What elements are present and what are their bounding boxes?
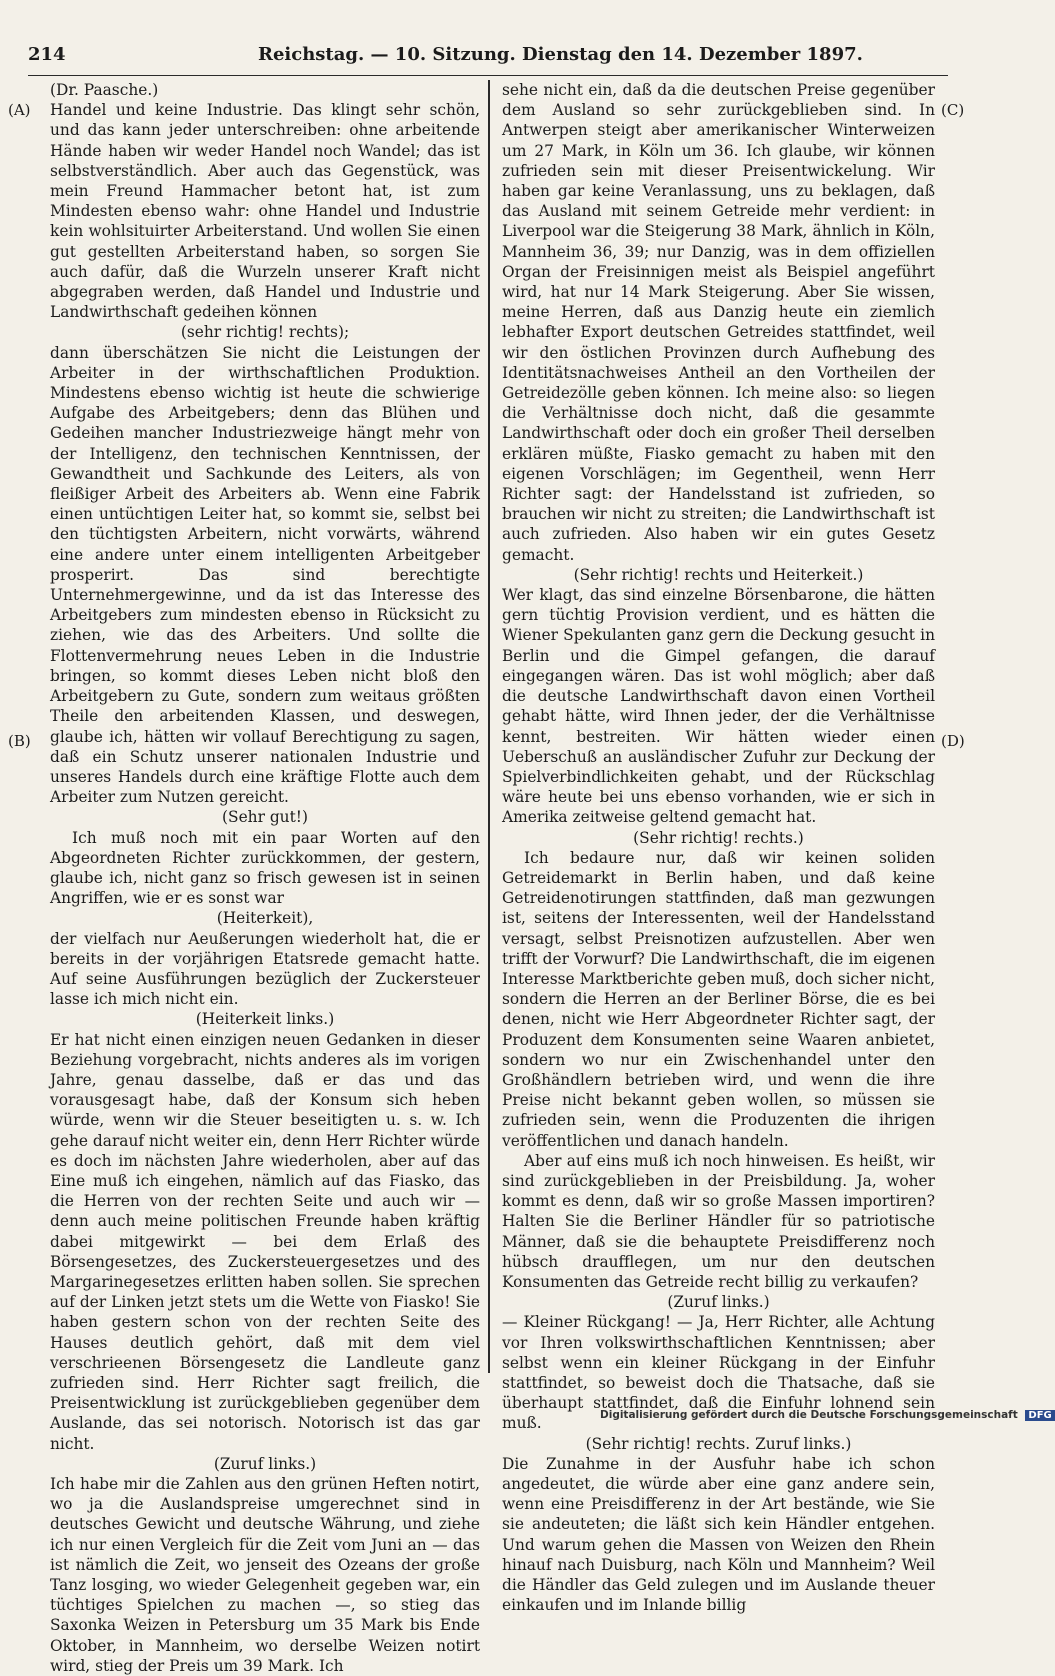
interjection: (Sehr richtig! rechts. Zuruf links.) [585, 1434, 852, 1453]
paragraph: der vielfach nur Aeußerungen wiederholt hat, die er bereits in der vorjährigen Etatsrede gemacht hatte. Auf seine Ausführungen bezüglich der Zuckersteuer lasse ich mich nicht ein. [50, 929, 480, 1009]
dfg-logo: DFG [1025, 1410, 1054, 1421]
paragraph: dann überschätzen Sie nicht die Leistungen der Arbeiter in der wirthschaftlichen Produktion. Mindestens ebenso wichtig ist heute die schwierige Aufgabe des Arbeitgebers; denn das Blühen und Gedeihen mancher Industriezweige hängt mehr von der Intelligenz, den technischen Kenntnissen, der Gewandtheit und Sachkunde des Leiters, als von fleißiger Arbeit des Arbeiters ab. Wenn eine Fabrik einen untüchtigen Leiter hat, so kommt sie, selbst bei den tüchtigsten Arbeitern, nicht vorwärts, während eine andere unter einem intelligenten Arbeitgeber prosperirt. Das sind berechtigte Unternehmergewinne, und da ist das Interesse des Arbeitgebers zum mindesten ebenso in Rücksicht zu ziehen, wie das des Arbeiters. Und sollte die Flottenvermehrung neues Leben in die Industrie bringen, so kommt dieses Leben nicht bloß den Arbeitgebern zu Gute, sondern zum weitaus größten Theile den arbeitenden Klassen, und deswegen, glaube ich, hätten wir vollauf Berechtigung zu sagen, daß ein Schutz unserer nationalen Industrie und unseres Handels durch eine kräftige Flotte auch dem Arbeiter zum Nutzen gereicht. [50, 343, 480, 807]
paragraph: Die Zunahme in der Ausfuhr habe ich schon angedeutet, die würde aber eine ganz andere sein, wenn eine Preisdifferenz in der Art bestände, wie Sie sie andeuteten; die läßt sich kein Händler entgehen. Und warum gehen die Massen von Weizen den Rhein hinauf nach Duisburg, nach Köln und Mannheim? Weil die Händler das Geld zulegen und im Auslande theuer einkaufen und im Inlande billig [502, 1454, 935, 1615]
paragraph: Ich bedaure nur, daß wir keinen soliden Getreidemarkt in Berlin haben, und daß keine Getreidenotirungen stattfinden, daß man gezwungen ist, seitens der Interessenten, weil der Handelsstand versagt, selbst Preisnotizen aufzustellen. Aber wen trifft der Vorwurf? Die Landwirthschaft, die im eigenen Interesse Marktberichte geben muß, doch sicher nicht, sondern die Herren an der Berliner Börse, die es bei denen, nicht wie Herr Abgeordneter Richter sagt, der Produzent dem Konsumenten seine Waaren anbietet, sondern wo nur ein Zwischenhandel unter den Großhändlern betrieben wird, und wenn die ihre Preise nicht bekannt geben wollen, so müssen sie zufrieden sein, wenn die Produzenten die ihrigen veröffentlichen und danach handeln. [502, 848, 935, 1150]
interjection: (Heiterkeit), [216, 909, 314, 928]
digitization-credit [600, 1409, 1052, 1421]
header-rule [28, 75, 948, 76]
column-divider [488, 80, 490, 1373]
interjection: (Zuruf links.) [213, 1454, 317, 1473]
interjection: (sehr richtig! rechts); [180, 323, 350, 342]
paragraph: Handel und keine Industrie. Das klingt sehr schön, und das kann jeder unterschreiben: ohne arbeitende Hände haben wir weder Handel noch Wandel; das ist selbstverständlich. Aber auch das Gegenstück, was mein Freund Hammacher betont hat, ist zum Mindesten ebenso wahr: ohne Handel und Industrie kein wohlsituirter Arbeiterstand. Und wollen Sie einen gut gestellten Arbeiterstand haben, so sorgen Sie auch dafür, daß die Wurzeln unserer Kraft nicht abgegraben werden, daß Handel und Industrie und Landwirthschaft gedeihen können [50, 101, 480, 322]
paragraph: Aber auf eins muß ich noch hinweisen. Es heißt, wir sind zurückgeblieben in der Preisbildung. Ja, woher kommt es denn, daß wir so große Massen importiren? Halten Sie die Berliner Händler für so patriotische Männer, daß sie die behauptete Preisdifferenz noch hübsch draufflegen, um nur den deutschen Konsumenten das Getreide recht billig zu verkaufen? [502, 1151, 935, 1291]
margin-marker-c: (C) [941, 101, 965, 119]
margin-marker-b: (B) [8, 732, 31, 750]
interjection: (Zuruf links.) [667, 1293, 770, 1312]
interjection: (Sehr gut!) [222, 808, 308, 827]
running-title: Reichstag. — 10. Sitzung. Dienstag den 14. Dezember 1897. [258, 44, 863, 65]
credit-text: Digitalisierung gefördert durch die Deutsche Forschungsgemeinschaft [600, 1409, 1018, 1421]
paragraph: — Kleiner Rückgang! — Ja, Herr Richter, alle Achtung vor Ihren volkswirthschaftlichen Kenntnissen; aber selbst wenn ein kleiner Rückgang in der Einfuhr stattfindet, so beweist doch die Thatsache, daß sie überhaupt stattfindet, daß die Einfuhr lohnend sein muß. [502, 1313, 935, 1433]
paragraph: Wer klagt, das sind einzelne Börsenbarone, die hätten gern tüchtig Provision verdient, und es hätten die Wiener Spekulanten ganz gern die Deckung gesucht in Berlin und die Gimpel gefangen, die darauf eingegangen wären. Das ist wohl möglich; aber daß die deutsche Landwirthschaft davon einen Vortheil gehabt hätte, wird Ihnen jeder, der die Verhältnisse kennt, bestreiten. Wir hätten wieder einen Ueberschuß an ausländischer Zufuhr zur Deckung der Spielverbindlichkeiten gehabt, und der Rückschlag wäre heute bei uns ebenso vorhanden, wie er sich in Amerika zeitweise geltend gemacht hat. [502, 586, 935, 827]
margin-marker-a: (A) [8, 101, 31, 119]
paragraph: Er hat nicht einen einzigen neuen Gedanken in dieser Beziehung vorgebracht, nichts anderes als im vorigen Jahre, genau dasselbe, daß er das und das vorausgesagt habe, daß der Konsum sich heben würde, wenn wir die Steuer beseitigten u. s. w. Ich gehe darauf nicht weiter ein, denn Herr Richter würde es doch im nächsten Jahre wiederholen, aber auf das Eine muß ich eingehen, nämlich auf das Fiasko, das die Herren von der rechten Seite und auch wir — denn auch meine politischen Freunde haben kräftig dabei mitgewirkt — bei dem Erlaß des Börsengesetzes, des Zuckersteuergesetzes und des Margarinegesetzes erlitten haben sollen. Sie sprechen auf der Linken jetzt stets um die Wette von Fiasko! Sie haben gestern schon von der rechten Seite des Hauses deutlich gehört, daß mit dem viel verschrieenen Börsengesetz die Landleute ganz zufrieden sind. Herr Richter sagt freilich, die Preisentwicklung ist zurückgeblieben gegenüber dem Auslande, das sei notorisch. Notorisch ist das gar nicht. [50, 1030, 480, 1453]
left-column [50, 80, 480, 1675]
interjection: (Sehr richtig! rechts.) [633, 828, 804, 847]
page-number: 214 [28, 44, 66, 65]
page-header [28, 44, 948, 74]
interjection: (Sehr richtig! rechts und Heiterkeit.) [573, 565, 864, 584]
paragraph: Ich muß noch mit ein paar Worten auf den Abgeordneten Richter zurückkommen, der gestern, glaube ich, nicht ganz so frisch gewesen ist in seinen Angriffen, wie er es sonst war [50, 828, 480, 908]
paragraph: Ich habe mir die Zahlen aus den grünen Heften notirt, wo ja die Auslandspreise umgerechnet sind in deutsches Gewicht und deutsche Währung, und ziehe ich nur einen Vergleich für die Zeit vom Juni an — das ist nämlich die Zeit, wo jenseit des Ozeans der große Tanz losging, wo wieder Gelegenheit gegeben war, ein tüchtiges Spielchen zu machen —, so stieg das Saxonka Weizen in Petersburg um 35 Mark bis Ende Oktober, in Mannheim, wo derselbe Weizen notirt wird, stieg der Preis um 39 Mark. Ich [50, 1475, 480, 1675]
paragraph: sehe nicht ein, daß da die deutschen Preise gegenüber dem Ausland so sehr zurückgeblieben sind. In Antwerpen steigt aber amerikanischer Winterweizen um 27 Mark, in Köln um 36. Ich glaube, wir können zufrieden sein mit dieser Preisentwickelung. Wir haben gar keine Veranlassung, uns zu beklagen, daß das Ausland mit seinem Getreide mehr verdient: in Liverpool war die Steigerung 38 Mark, ähnlich in Köln, Mannheim 36, 39; nur Danzig, was in dem offiziellen Organ der Freisinnigen meist als Beispiel angeführt wird, hat nur 14 Mark Steigerung. Aber Sie wissen, meine Herren, daß aus Danzig heute ein ziemlich lebhafter Export deutschen Getreides stattfindet, weil wir den östlichen Provinzen durch Aufhebung des Identitätsnachweises Antheil an den Vortheilen der Getreidezölle geben können. Ich meine also: so liegen die Verhältnisse doch nicht, daß die gesammte Landwirthschaft oder doch ein großer Theil derselben erklären müßte, Fiasko gemacht zu haben mit den eigenen Vorschlägen; im Gegentheil, wenn Herr Richter sagt: der Handelsstand ist zufrieden, so brauchen wir nicht zu streiten; die Landwirthschaft ist auch zufrieden. Also haben wir ein gutes Gesetz gemacht. [502, 81, 935, 564]
interjection: (Heiterkeit links.) [195, 1010, 335, 1029]
speaker-label: (Dr. Paasche.) [50, 81, 159, 99]
margin-marker-d: (D) [941, 732, 965, 750]
